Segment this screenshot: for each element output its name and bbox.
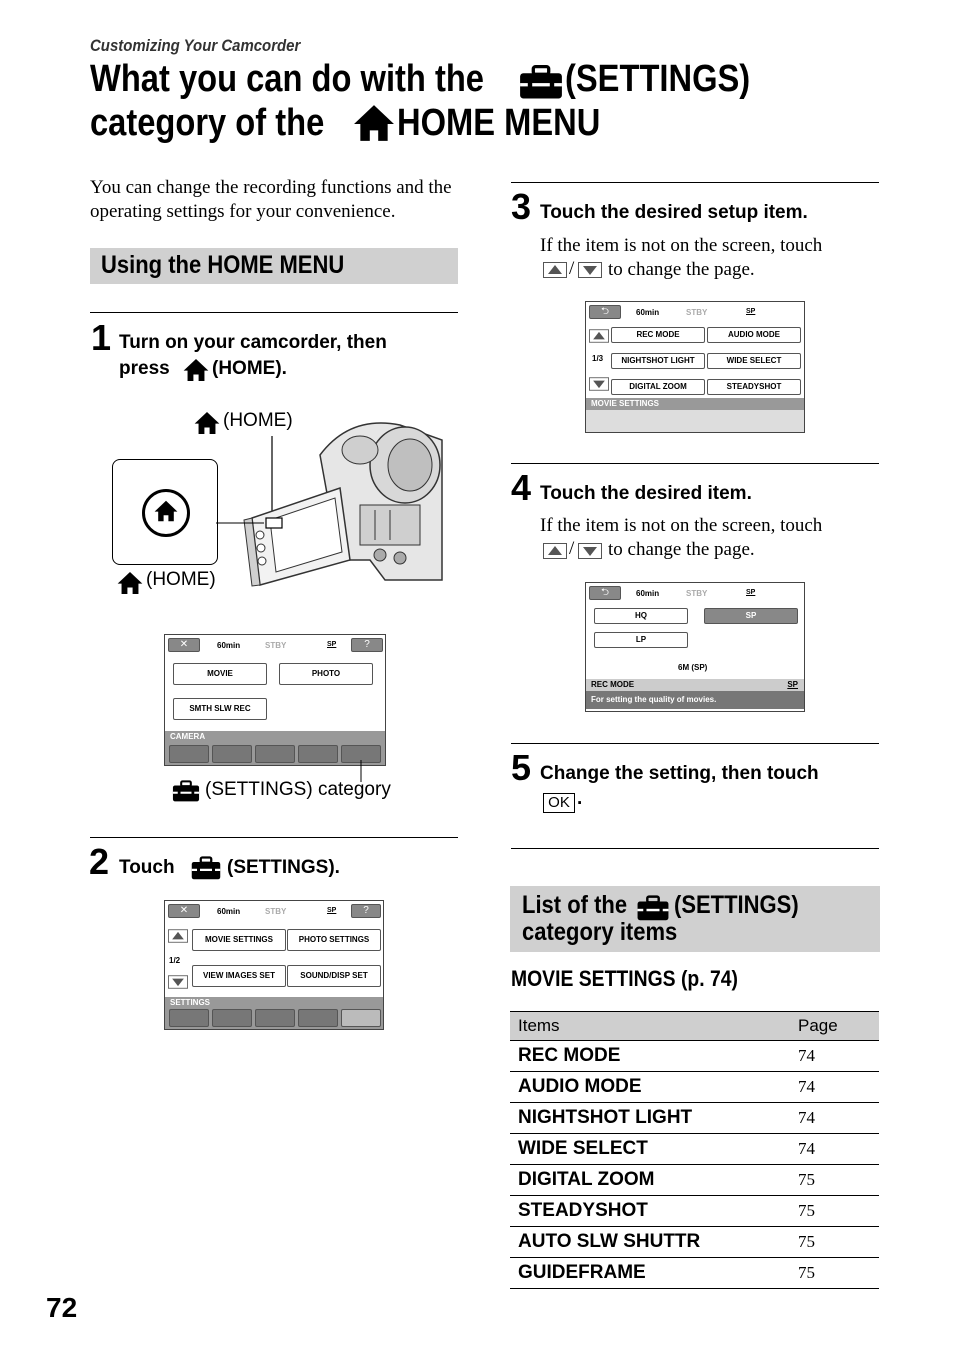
item-name: AUTO SLW SHUTTR bbox=[510, 1227, 790, 1258]
item-name: STEADYSHOT bbox=[510, 1196, 790, 1227]
intro-text: You can change the recording functions and the operating settings for your convenience. bbox=[90, 177, 452, 222]
photo-button[interactable]: PHOTO bbox=[279, 663, 373, 685]
settings-toolbox-icon bbox=[190, 856, 222, 880]
item-name: REC MODE bbox=[510, 1041, 790, 1072]
page-up-icon[interactable] bbox=[168, 927, 188, 945]
wide-select-button[interactable]: WIDE SELECT bbox=[707, 353, 801, 369]
zoom-leader-lines bbox=[216, 515, 266, 535]
sp-button[interactable]: SP bbox=[704, 608, 798, 624]
hint-bar: For setting the quality of movies. bbox=[586, 691, 804, 709]
home-callout-label-bottom: (HOME) bbox=[146, 569, 216, 590]
battery-indicator: 60min bbox=[217, 907, 241, 916]
step-1-text-a: Turn on your camcorder, then bbox=[119, 332, 387, 353]
category-bar: CAMERA bbox=[165, 731, 385, 743]
screen-settings bbox=[164, 900, 384, 1030]
item-page: 75 bbox=[790, 1196, 879, 1227]
step-5-period: . bbox=[577, 788, 583, 809]
step-1-number: 1 bbox=[91, 317, 112, 358]
ok-button: OK bbox=[543, 793, 575, 813]
title-line2-a: category of the bbox=[90, 102, 325, 144]
items-column-header: Items bbox=[510, 1012, 790, 1041]
step-2-text-post: (SETTINGS). bbox=[227, 857, 340, 878]
divider bbox=[511, 743, 879, 744]
item-page: 74 bbox=[790, 1134, 879, 1165]
camcorder-illustration bbox=[210, 410, 446, 590]
item-page: 75 bbox=[790, 1258, 879, 1289]
battery-indicator: 60min bbox=[636, 308, 660, 317]
camera-tab[interactable] bbox=[169, 1009, 209, 1027]
hq-button[interactable]: HQ bbox=[594, 608, 688, 624]
sound-disp-set-button[interactable]: SOUND/DISP SET bbox=[287, 965, 381, 987]
table-header-row bbox=[510, 1012, 879, 1041]
help-button[interactable]: ? bbox=[351, 904, 381, 918]
item-bar-label: REC MODE bbox=[591, 680, 635, 689]
status-indicator: STBY bbox=[265, 641, 287, 650]
item-name: AUDIO MODE bbox=[510, 1072, 790, 1103]
divider bbox=[511, 848, 879, 849]
rec-mode-info: 6M (SP) bbox=[678, 663, 708, 672]
item-page: 74 bbox=[790, 1041, 879, 1072]
movie-settings-button[interactable]: MOVIE SETTINGS bbox=[192, 929, 286, 951]
audio-mode-button[interactable]: AUDIO MODE bbox=[707, 327, 801, 343]
steadyshot-button[interactable]: STEADYSHOT bbox=[707, 379, 801, 395]
page-down-icon bbox=[578, 543, 602, 559]
step-3-body-a: If the item is not on the screen, touch bbox=[540, 235, 823, 256]
item-page: 74 bbox=[790, 1103, 879, 1134]
digital-zoom-button[interactable]: DIGITAL ZOOM bbox=[611, 379, 705, 395]
title-line1-b: (SETTINGS) bbox=[565, 58, 751, 100]
mode-indicator: SP bbox=[746, 308, 756, 315]
category-bar: MOVIE SETTINGS bbox=[586, 398, 804, 410]
step-4-body-a: If the item is not on the screen, touch bbox=[540, 515, 823, 536]
table-row bbox=[510, 1134, 879, 1165]
mode-indicator: SP bbox=[327, 907, 337, 914]
using-home-menu-heading: Using the HOME MENU bbox=[101, 251, 345, 279]
view-images-tab[interactable] bbox=[212, 1009, 252, 1027]
category-bar: SETTINGS bbox=[165, 997, 383, 1009]
divider bbox=[90, 837, 458, 838]
page-down-icon[interactable] bbox=[168, 973, 188, 991]
screen-home-menu bbox=[164, 634, 386, 766]
settings-category-caption: (SETTINGS) category bbox=[205, 779, 391, 800]
rec-mode-button[interactable]: REC MODE bbox=[611, 327, 705, 343]
divider bbox=[511, 182, 879, 183]
mode-indicator: SP bbox=[327, 641, 337, 648]
manage-media-tab[interactable] bbox=[298, 745, 338, 763]
nightshot-light-button[interactable]: NIGHTSHOT LIGHT bbox=[611, 353, 705, 369]
item-page: 75 bbox=[790, 1165, 879, 1196]
status-indicator: STBY bbox=[686, 308, 708, 317]
help-button[interactable]: ? bbox=[351, 638, 383, 652]
back-button[interactable]: ⮌ bbox=[589, 586, 621, 600]
settings-toolbox-icon bbox=[519, 64, 563, 100]
manage-media-tab[interactable] bbox=[298, 1009, 338, 1027]
step-1-text-b-pre: press bbox=[119, 358, 170, 379]
page-down-icon[interactable] bbox=[589, 376, 609, 392]
step-4-number: 4 bbox=[511, 467, 532, 508]
table-row bbox=[510, 1258, 879, 1289]
step-3-body-b: to change the page. bbox=[608, 259, 755, 280]
table-row bbox=[510, 1103, 879, 1134]
item-name: WIDE SELECT bbox=[510, 1134, 790, 1165]
item-name: GUIDEFRAME bbox=[510, 1258, 790, 1289]
battery-indicator: 60min bbox=[217, 641, 241, 650]
page-number: 72 bbox=[46, 1292, 78, 1323]
page-up-icon bbox=[543, 262, 567, 278]
divider bbox=[511, 463, 879, 464]
step-4-text: Touch the desired item. bbox=[540, 483, 752, 504]
movie-button[interactable]: MOVIE bbox=[173, 663, 267, 685]
settings-items-table bbox=[510, 1011, 879, 1289]
step-3-number: 3 bbox=[511, 186, 532, 227]
item-bar-mode: SP bbox=[787, 680, 798, 689]
smth-slw-rec-button[interactable]: SMTH SLW REC bbox=[173, 698, 267, 720]
view-images-set-button[interactable]: VIEW IMAGES SET bbox=[192, 965, 286, 987]
home-callout-label: (HOME) bbox=[223, 410, 293, 431]
home-icon bbox=[183, 358, 209, 382]
lp-button[interactable]: LP bbox=[594, 632, 688, 648]
list-heading-a: List of the bbox=[522, 891, 628, 919]
movie-settings-subheading: MOVIE SETTINGS (p. 74) bbox=[511, 966, 738, 991]
step-5-number: 5 bbox=[511, 747, 532, 788]
status-indicator: STBY bbox=[686, 589, 708, 598]
mode-indicator: SP bbox=[746, 589, 756, 596]
slash-separator: / bbox=[569, 538, 575, 559]
item-page: 75 bbox=[790, 1227, 879, 1258]
settings-tab[interactable] bbox=[341, 1009, 381, 1027]
screen-rec-mode bbox=[585, 582, 805, 712]
slash-separator: / bbox=[569, 258, 575, 279]
title-line2-b: HOME MENU bbox=[397, 102, 601, 144]
list-heading-b: (SETTINGS) bbox=[674, 891, 799, 919]
step-4-body-b: to change the page. bbox=[608, 539, 755, 560]
back-button[interactable]: ⮌ bbox=[589, 305, 621, 319]
close-button[interactable]: ✕ bbox=[168, 904, 200, 918]
page-indicator: 1/3 bbox=[592, 354, 604, 363]
section-header: Customizing Your Camcorder bbox=[90, 36, 301, 55]
page-down-icon bbox=[578, 262, 602, 278]
close-button[interactable]: ✕ bbox=[168, 638, 200, 652]
step-2-text-pre: Touch bbox=[119, 857, 175, 878]
list-heading-c: category items bbox=[522, 918, 678, 946]
step-5-text: Change the setting, then touch bbox=[540, 763, 819, 784]
item-name: DIGITAL ZOOM bbox=[510, 1165, 790, 1196]
home-house-icon bbox=[353, 104, 395, 142]
photo-settings-button[interactable]: PHOTO SETTINGS bbox=[287, 929, 381, 951]
table-row bbox=[510, 1041, 879, 1072]
settings-toolbox-icon bbox=[172, 780, 200, 802]
table-row bbox=[510, 1227, 879, 1258]
table-row bbox=[510, 1165, 879, 1196]
home-callout-icon-bottom bbox=[117, 571, 143, 595]
status-indicator: STBY bbox=[265, 907, 287, 916]
item-bar bbox=[586, 679, 804, 691]
item-page: 74 bbox=[790, 1072, 879, 1103]
view-images-tab[interactable] bbox=[212, 745, 252, 763]
divider bbox=[90, 312, 458, 313]
step-2-number: 2 bbox=[89, 841, 110, 882]
table-row bbox=[510, 1072, 879, 1103]
camera-tab[interactable] bbox=[169, 745, 209, 763]
page-up-icon[interactable] bbox=[589, 328, 609, 344]
page-column-header: Page bbox=[790, 1012, 879, 1041]
item-name: NIGHTSHOT LIGHT bbox=[510, 1103, 790, 1134]
home-button-icon bbox=[154, 500, 178, 522]
title-line1-a: What you can do with the bbox=[90, 58, 484, 100]
battery-indicator: 60min bbox=[636, 589, 660, 598]
page-indicator: 1/2 bbox=[169, 956, 181, 965]
other-tab[interactable] bbox=[255, 1009, 295, 1027]
step-1-text-b-post: (HOME). bbox=[212, 358, 287, 379]
table-row bbox=[510, 1196, 879, 1227]
page-up-icon bbox=[543, 543, 567, 559]
screen-movie-settings bbox=[585, 301, 805, 433]
other-tab[interactable] bbox=[255, 745, 295, 763]
step-3-text: Touch the desired setup item. bbox=[540, 202, 808, 223]
